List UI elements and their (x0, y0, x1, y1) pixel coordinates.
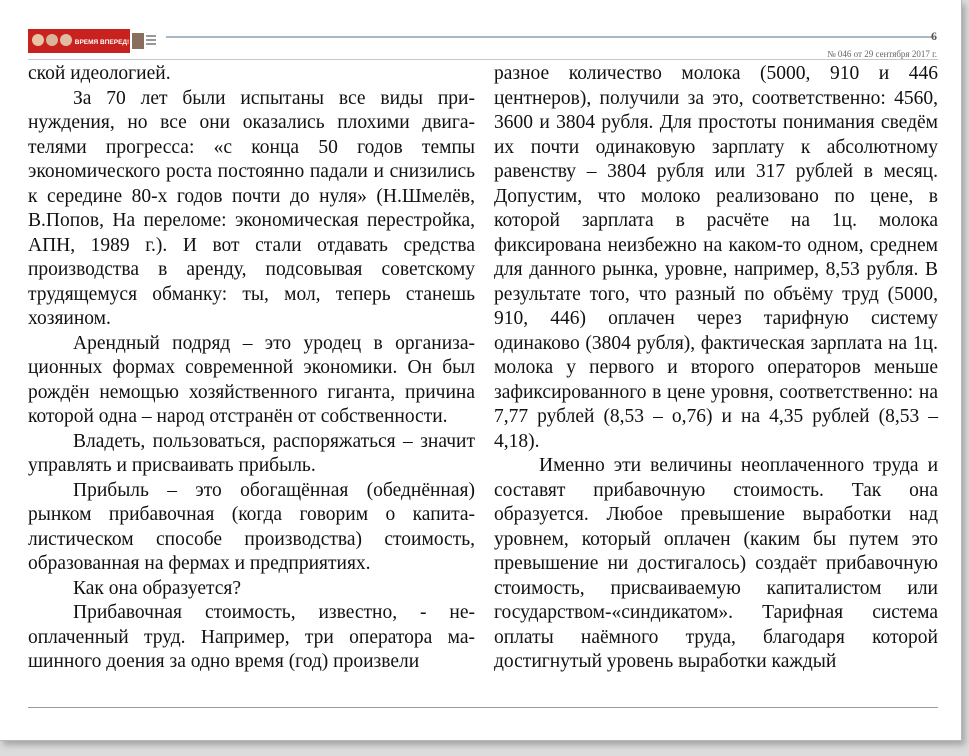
paragraph: Как она образуется? (73, 577, 242, 599)
paragraph: Владеть, пользоваться, распоряжаться – значит управлять и присваивать прибыль. (28, 430, 475, 476)
issue-date: № 046 от 29 сентября 2017 г. (827, 49, 937, 59)
paragraph: Прибыль – это обогащённая (обеднённая) рынком прибавочная (когда говорим о капиталистическом способе производства) стоимость, образованная на фермах и предприятиях. (28, 479, 475, 574)
paragraph: ской идеологией. (28, 63, 171, 84)
footer-rule (28, 707, 938, 708)
left-column (28, 62, 475, 675)
right-column (494, 62, 938, 675)
paragraph: разное количество молока (5000, 910 и 446 центнеров), получили за это, соответственно: 4560, 3600 и 3804 рубля. Для простоты понимания сведём их почти одинаковую зарплату к абсолютному равенству – 3804 рубля или 317 рублей в месяц. Допустим, что молоко реализовано по цене, в которой зарплата в расчёте на 1ц. молока фиксирована неизбежно на каком-то одном, среднем для данного рынка, уровне, например, 8,53 рубля. В результате того, что разный по объёму труд (5000, 910, 446) оплачен через тарифную систему одинаково (3804 рубля), фактическая зарплата на 1ц. молока у первого и второго операторов меньше зафиксированного в цене уровня, соответственно: на 7,77 рублей (8,53 – о,76) и на 4,35 рублей (8,53 – 4,18). (494, 63, 938, 452)
paragraph: Именно эти величины неоплаченного труда и составят прибавочную стоимость. Так она образуется. Любое превышение выработки над уровнем, который оплачен (каким бы путем это превышение ни достигалось) создаёт прибавочную стоимость, присваиваемую капиталистом или государством-«синдикатом». Тарифная система оплаты наёмного труда, благодаря которой достигнутый уровень выработки каждый (494, 455, 938, 672)
paragraph: Прибавочная стоимость, известно, - неоплаченный труд. Например, три оператора машинного доения за одно время (год) произвели (28, 602, 475, 672)
header-rule-thin (28, 59, 938, 60)
page-number: 6 (931, 29, 937, 43)
header-rule (166, 36, 934, 38)
newspaper-logo (28, 29, 158, 53)
paragraph: Арендный подряд – это уродец в организационных формах современной экономики. Он был рождён немощью хозяйственного гиганта, причина которой одна – народ отстранён от собственности. (28, 332, 475, 427)
paragraph: За 70 лет были испытаны все виды принуждения, но все они оказались плохими двигателями прогресса: «с конца 50 годов темпы экономического роста постоянно падали и снизились к середине 80-х годов почти до нуля» (Н.Шмелёв, В.Попов, На переломе: экономическая перестройка, АПН, 1989 г.). И вот стали отдавать средства производства в аренду, подсовывая советскому трудящемуся обманку: ты, мол, теперь станешь хозяином. (28, 87, 475, 329)
svg-text:ВРЕМЯ ВПЕРЕД!: ВРЕМЯ ВПЕРЕД! (74, 39, 130, 46)
